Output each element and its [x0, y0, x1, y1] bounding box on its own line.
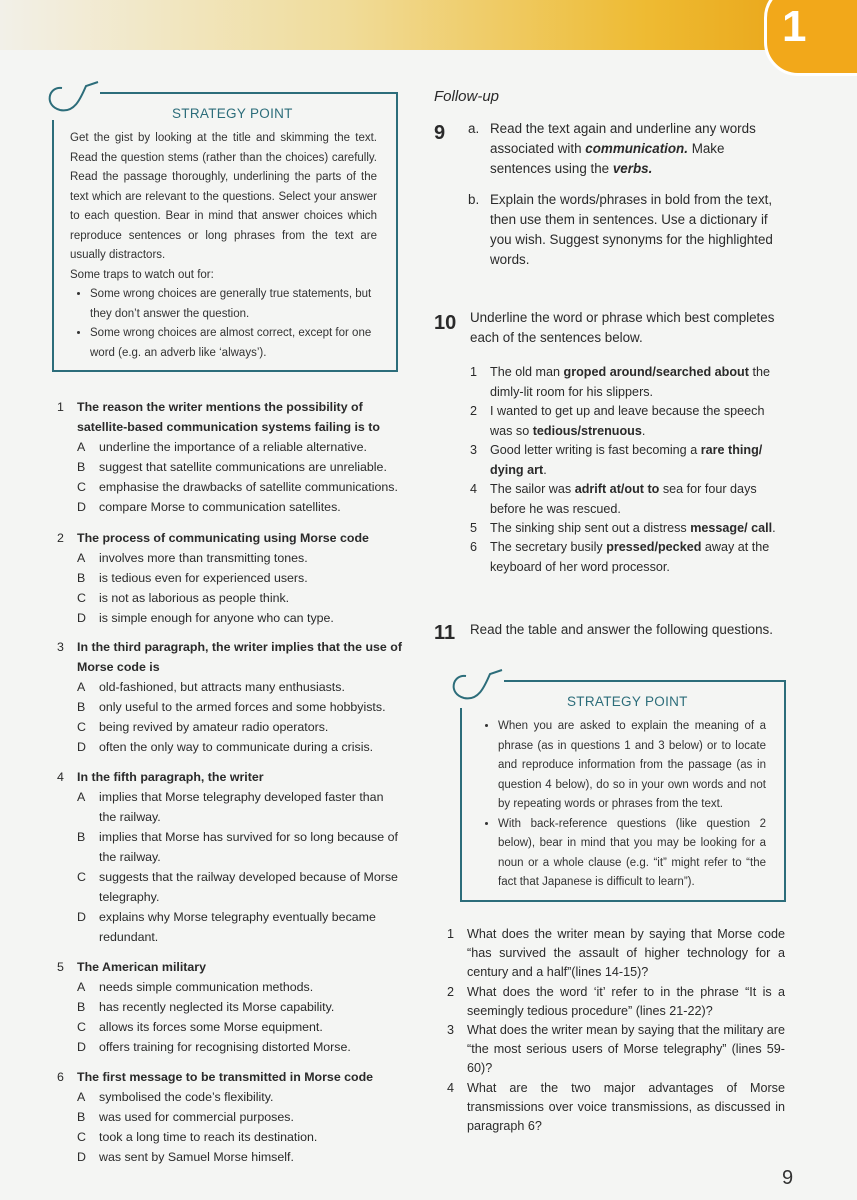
option-d: D is simple enough for anyone who can type. [77, 611, 334, 625]
question-5 [57, 957, 402, 1057]
ex11-question-3: 3 What does the writer mean by saying that the military are “the most serious users of Morse telegraphy” (lines 59-60)? [447, 1023, 785, 1076]
option-b: B has recently neglected its Morse capability. [77, 1000, 335, 1014]
strategy-bullet: • When you are asked to explain the meaning of a phrase (as in questions 1 and 3 below) or to locate and reproduce information from the passage (as in question 4 below), do so in your own words and not by repeating words or phrases from the text. [498, 717, 766, 815]
ex11-question-4: 4 What are the two major advantages of Morse transmissions over voice transmissions, as discussed in paragraph 6? [447, 1081, 785, 1134]
strategy-text-left [70, 129, 377, 363]
option-c: C allows its forces some Morse equipment. [77, 1020, 323, 1034]
question-number: 5 [57, 960, 64, 974]
question-number: 2 [57, 531, 64, 545]
option-d: D explains why Morse telegraphy eventually became redundant. [77, 910, 376, 944]
option-a: A needs simple communication methods. [77, 980, 314, 994]
exercise-10-instruction: Underline the word or phrase which best completes each of the sentences below. [470, 310, 775, 345]
strategy-title-right: STRATEGY POINT [567, 694, 688, 709]
exercise-10-number: 10 [434, 312, 457, 334]
question-stem: The reason the writer mentions the possibility of satellite-based communication systems failing is to [77, 400, 380, 434]
question-number: 4 [57, 770, 64, 784]
option-d: D often the only way to communicate during a crisis. [77, 740, 374, 754]
option-c: C took a long time to reach its destination. [77, 1130, 318, 1144]
swoosh-icon [444, 668, 504, 708]
exercise-9b: b. Explain the words/phrases in bold from the text, then use them in sentences. Use a dictionary if you wish. Suggest synonyms for the highlighted words. [468, 192, 773, 267]
option-a: A involves more than transmitting tones. [77, 551, 308, 565]
strategy-bullets [478, 717, 766, 893]
option-a: A implies that Morse telegraphy developed faster than the railway. [77, 790, 384, 824]
option-b: B is tedious even for experienced users. [77, 571, 308, 585]
sentence-2: 2 I wanted to get up and leave because the speech was so tedious/strenuous. [470, 404, 765, 438]
strategy-text-right [478, 717, 766, 893]
question-stem: The American military [77, 960, 207, 974]
ex11-question-2: 2 What does the word ‘it’ refer to in the phrase “It is a seemingly tedious procedure” (lines 21-22)? [447, 985, 785, 1019]
option-a: A old-fashioned, but attracts many enthusiasts. [77, 680, 345, 694]
strategy-bullet: • Some wrong choices are almost correct, except for one word (e.g. an adverb like ‘always’). [90, 324, 377, 363]
option-b: B suggest that satellite communications are unreliable. [77, 460, 387, 474]
strategy-bullet: • Some wrong choices are generally true statements, but they don’t answer the question. [90, 285, 377, 324]
option-b: B only useful to the armed forces and some hobbyists. [77, 700, 386, 714]
option-c: C is not as laborious as people think. [77, 591, 290, 605]
question-1 [57, 397, 402, 517]
question-stem: The process of communicating using Morse code [77, 531, 369, 545]
option-a: A symbolised the code’s flexibility. [77, 1090, 274, 1104]
question-stem: In the fifth paragraph, the writer [77, 770, 264, 784]
sentence-6: 6 The secretary busily pressed/pecked away at the keyboard of her word processor. [470, 540, 770, 574]
option-a: A underline the importance of a reliable alternative. [77, 440, 367, 454]
option-b: B was used for commercial purposes. [77, 1110, 294, 1124]
option-d: D offers training for recognising distorted Morse. [77, 1040, 351, 1054]
swoosh-icon [40, 80, 100, 120]
sentence-3: 3 Good letter writing is fast becoming a rare thing/ dying art. [470, 443, 763, 477]
question-number: 3 [57, 640, 64, 654]
sentence-4: 4 The sailor was adrift at/out to sea for four days before he was rescued. [470, 482, 757, 516]
sentence-1: 1 The old man groped around/searched about the dimly-lit room for his slippers. [470, 365, 770, 399]
followup-title: Follow-up [434, 88, 500, 105]
strategy-bullet: • With back-reference questions (like question 2 below), bear in mind that you may be looking for a noun or a whole clause (e.g. “it” might refer to “the fact that Japanese is difficult to learn”). [498, 815, 766, 893]
question-stem: The first message to be transmitted in Morse code [77, 1070, 374, 1084]
exercise-11-number: 11 [434, 622, 456, 644]
exercise-9-number: 9 [434, 122, 446, 144]
option-d: D was sent by Samuel Morse himself. [77, 1150, 294, 1164]
exercise-11-instruction: Read the table and answer the following questions. [470, 622, 773, 637]
strategy-title-left: STRATEGY POINT [172, 106, 293, 121]
unit-number: 1 [782, 2, 807, 51]
question-2 [57, 528, 402, 628]
strategy-paragraph: Get the gist by looking at the title and skimming the text. Read the question stems (rather than the choices) carefully. Read the passage thoroughly, underlining the parts of the text which are relevant to the questions. Select your answer to each question. Bear in mind that answer choices which reproduce sentences or long phrases from the text are usually distractors. [70, 132, 377, 261]
question-4 [57, 767, 402, 947]
strategy-bullets [70, 285, 377, 363]
page-number: 9 [782, 1167, 794, 1189]
exercise-9a: a. Read the text again and underline any words associated with communication. Make sentences using the verbs. [468, 121, 756, 176]
question-stem: In the third paragraph, the writer implies that the use of Morse code is [77, 640, 402, 674]
question-3 [57, 637, 402, 757]
unit-tab [764, 0, 857, 76]
strategy-traps-intro: Some traps to watch out for: [70, 268, 214, 281]
ex11-question-1: 1 What does the writer mean by saying that Morse code “has survived the assault of higher technology for a century and a half”(lines 14-15)? [447, 927, 785, 980]
question-6 [57, 1067, 402, 1167]
question-number: 1 [57, 400, 64, 414]
option-d: D compare Morse to communication satellites. [77, 500, 341, 514]
option-c: C being revived by amateur radio operators. [77, 720, 329, 734]
option-b: B implies that Morse has survived for so long because of the railway. [77, 830, 398, 864]
option-c: C suggests that the railway developed because of Morse telegraphy. [77, 870, 398, 904]
sentence-5: 5 The sinking ship sent out a distress message/ call. [470, 521, 776, 535]
option-c: C emphasise the drawbacks of satellite communications. [77, 480, 398, 494]
header-band [0, 0, 857, 50]
question-number: 6 [57, 1070, 64, 1084]
